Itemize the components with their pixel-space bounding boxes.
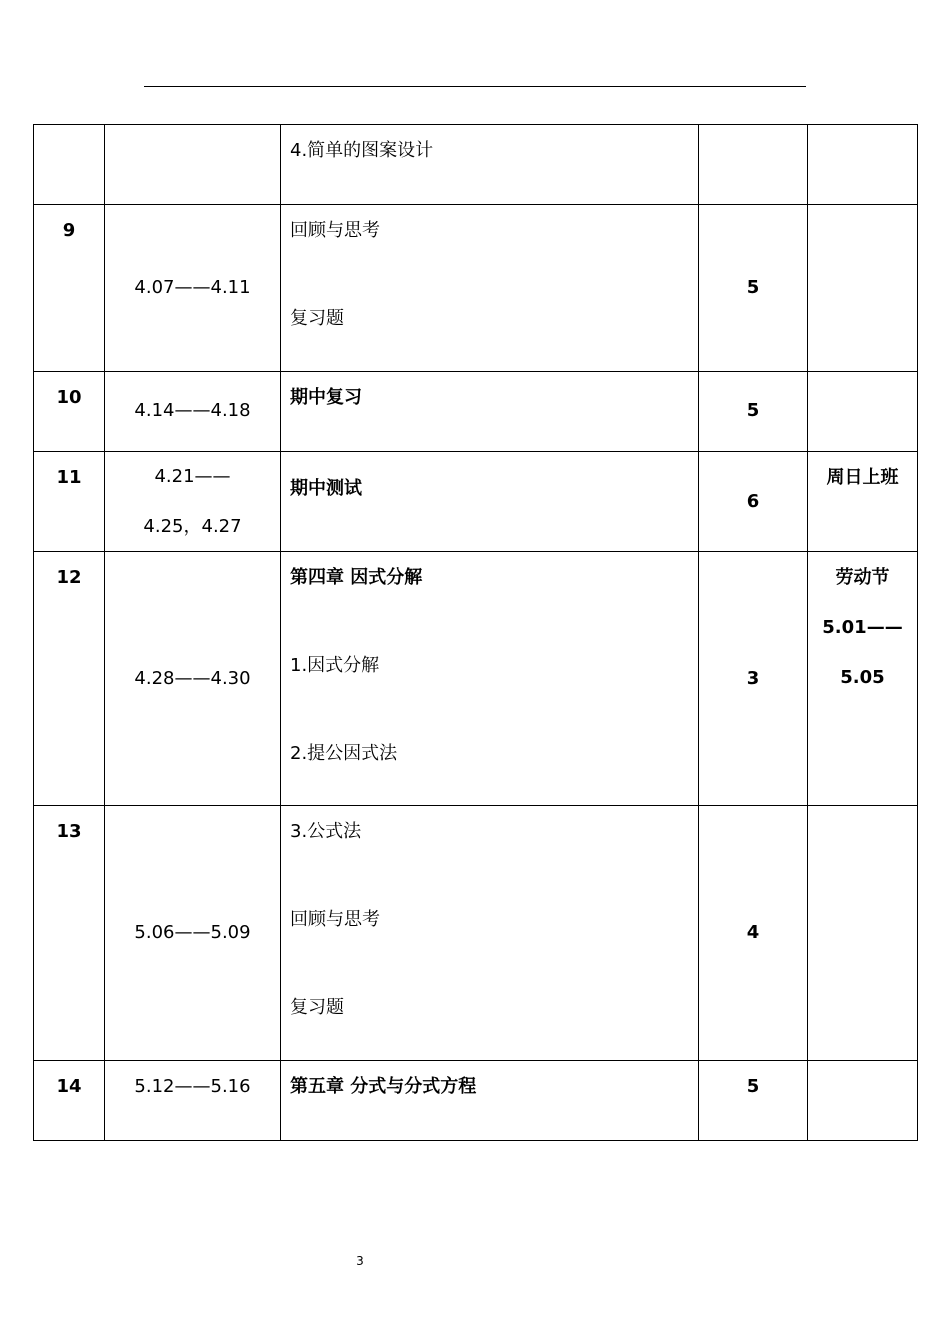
hours-cell xyxy=(699,372,808,452)
content-line: 第五章 分式与分式方程 xyxy=(290,1076,477,1097)
hours-cell xyxy=(699,552,808,806)
note-line: 劳动节 xyxy=(835,567,890,588)
note-cell xyxy=(808,372,918,452)
note-line: 5.01—— xyxy=(822,617,903,638)
content-line: 3.公式法 xyxy=(290,821,362,842)
date-cell xyxy=(105,1061,281,1141)
hours-cell xyxy=(699,205,808,372)
content-line: 期中复习 xyxy=(290,387,362,408)
table-row xyxy=(34,552,918,806)
content-line: 期中测试 xyxy=(290,478,362,499)
date-range: 4.07——4.11 xyxy=(134,277,251,298)
content-line: 回顾与思考 xyxy=(290,220,380,241)
page-number: 3 xyxy=(356,1254,364,1268)
date-range: 5.06——5.09 xyxy=(134,922,251,943)
content-line: 2.提公因式法 xyxy=(290,743,398,764)
note-cell xyxy=(808,452,918,552)
content-cell xyxy=(281,552,699,806)
content-line: 回顾与思考 xyxy=(290,909,380,930)
content-line: 1.因式分解 xyxy=(290,655,380,676)
date-cell xyxy=(105,205,281,372)
date-cell xyxy=(105,372,281,452)
note-cell xyxy=(808,552,918,806)
date-cell xyxy=(105,452,281,552)
note-cell xyxy=(808,806,918,1061)
content-cell xyxy=(281,452,699,552)
date-range: 5.12——5.16 xyxy=(134,1076,251,1097)
week-cell: 11 xyxy=(34,452,105,552)
date-cell xyxy=(105,806,281,1061)
content-line: 复习题 xyxy=(290,997,344,1018)
table-row xyxy=(34,1061,918,1141)
hours-value: 3 xyxy=(746,667,760,689)
hours-cell xyxy=(699,452,808,552)
note-cell xyxy=(808,1061,918,1141)
week-cell xyxy=(34,125,105,205)
hours-cell xyxy=(699,125,808,205)
week-cell: 10 xyxy=(34,372,105,452)
content-cell xyxy=(281,125,699,205)
hours-cell xyxy=(699,806,808,1061)
content-cell xyxy=(281,1061,699,1141)
content-line: 4.简单的图案设计 xyxy=(290,140,434,161)
hours-cell xyxy=(699,1061,808,1141)
table-row xyxy=(34,125,918,205)
table-row xyxy=(34,806,918,1061)
note-cell xyxy=(808,125,918,205)
week-cell: 13 xyxy=(34,806,105,1061)
date-range: 4.14——4.18 xyxy=(134,400,251,421)
date-range: 4.28——4.30 xyxy=(134,667,251,689)
table-row xyxy=(34,205,918,372)
hours-value: 6 xyxy=(746,490,760,512)
note-line: 周日上班 xyxy=(826,467,899,488)
content-cell xyxy=(281,372,699,452)
hours-value: 4 xyxy=(746,922,760,943)
date-cell xyxy=(105,552,281,806)
schedule-table xyxy=(33,124,918,1141)
note-line: 5.05 xyxy=(840,667,885,688)
note-cell xyxy=(808,205,918,372)
hours-value: 5 xyxy=(746,400,760,421)
content-line: 复习题 xyxy=(290,308,344,329)
hours-value: 5 xyxy=(746,1076,760,1097)
content-line: 第四章 因式分解 xyxy=(290,567,423,588)
content-cell xyxy=(281,205,699,372)
week-cell: 12 xyxy=(34,552,105,806)
header-rule xyxy=(144,86,806,87)
content-cell xyxy=(281,806,699,1061)
table-row xyxy=(34,372,918,452)
hours-value: 5 xyxy=(746,277,760,298)
date-line: 4.25，4.27 xyxy=(143,516,242,537)
week-cell: 14 xyxy=(34,1061,105,1141)
table-row xyxy=(34,452,918,552)
date-cell xyxy=(105,125,281,205)
date-line: 4.21—— xyxy=(154,466,231,487)
week-cell: 9 xyxy=(34,205,105,372)
